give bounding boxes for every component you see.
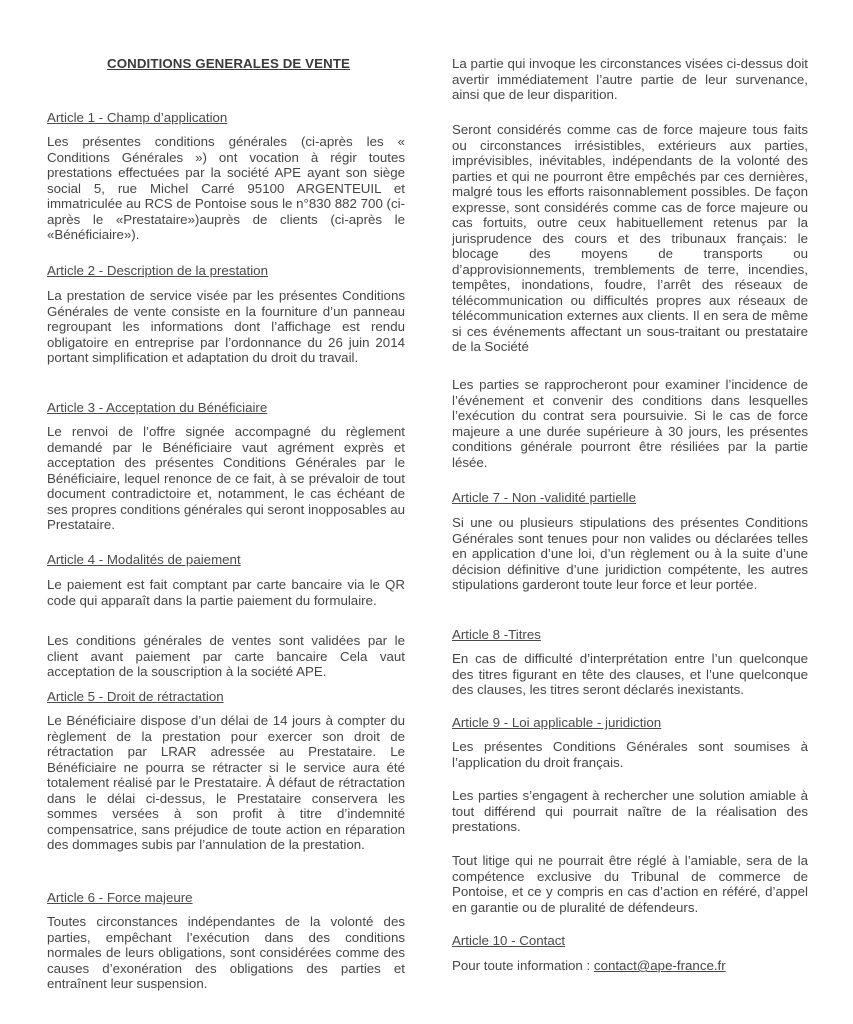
article-8-heading: Article 8 -Titres bbox=[452, 627, 541, 642]
article-2-paragraph: La prestation de service visée par les présentes Conditions Générales de vente consiste en la fourniture d’un panneau regroupant les informations dont l’affichage est rendu obligatoire en entreprise par l’ordonnance du 26 juin 2014 portant simplification et adaptation du droit du travail. bbox=[47, 288, 405, 365]
article-4-heading: Article 4 - Modalités de paiement bbox=[47, 552, 241, 567]
article-3-heading: Article 3 - Acceptation du Bénéficiaire bbox=[47, 400, 268, 415]
article-6-paragraph-4: Les parties se rapprocheront pour examiner l’incidence de l’événement et convenir des conditions dans lesquelles l’exécution du contrat sera poursuivie. Si le cas de force majeure a une durée supérieure à 30 jours, les présentes conditions générale pourront être résiliées par la partie lésée. bbox=[452, 377, 808, 470]
article-9-heading: Article 9 - Loi applicable - juridiction bbox=[452, 715, 662, 730]
article-7-paragraph: Si une ou plusieurs stipulations des présentes Conditions Générales sont tenues pour non valides ou déclarées telles en application d’une loi, d’un règlement ou à la suite d’une décision définitive d’une juridiction compétente, les autres stipulations garderont toute leur force et leur portée. bbox=[452, 515, 808, 592]
article-3-paragraph: Le renvoi de l’offre signée accompagné du règlement demandé par le Bénéficiaire vaut agrément exprès et acceptation des présentes Conditions Générales par le Bénéficiaire, lequel renonce de ce fait, à se prévaloir de tout document contradictoire et, notamment, le cas échéant de ses propres conditions générales qui seront inopposables au Prestataire. bbox=[47, 424, 405, 532]
article-5-paragraph: Le Bénéficiaire dispose d’un délai de 14 jours à compter du règlement de la prestation pour exercer son droit de rétractation par LRAR adressée au Prestataire. Le Bénéficiaire ne pourra se rétracter si le service aura été totalement réalisé par le Prestataire. À défaut de rétractation dans le délai ci-dessus, le Prestataire conservera les sommes versées à son profit à titre d’indemnité compensatrice, sans préjudice de toute action en réparation des dommages subis par l’annulation de la prestation. bbox=[47, 713, 405, 852]
article-4-paragraph-1: Le paiement est fait comptant par carte bancaire via le QR code qui apparaît dans la partie paiement du formulaire. bbox=[47, 577, 405, 608]
article-6-paragraph-2: La partie qui invoque les circonstances visées ci-dessus doit avertir immédiatement l’autre partie de leur survenance, ainsi que de leur disparition. bbox=[452, 56, 808, 102]
contact-prefix: Pour toute information : bbox=[452, 958, 594, 973]
article-2-heading: Article 2 - Description de la prestation bbox=[47, 263, 268, 278]
article-1-paragraph: Les présentes conditions générales (ci-après les « Conditions Générales ») ont vocation à régir toutes prestations effectuées par la société APE ayant son siège social 5, rue Michel Carré 95100 ARGENTEUIL et immatriculée au RCS de Pontoise sous le n°830 882 700 (ci-après le «Prestataire»)auprès de clients (ci-après le «Bénéficiaire»). bbox=[47, 134, 405, 242]
article-9-paragraph-2: Les parties s’engagent à rechercher une solution amiable à tout différend qui pourrait naître de la réalisation des prestations. bbox=[452, 788, 808, 834]
contact-line bbox=[452, 958, 808, 974]
article-8-paragraph: En cas de difficulté d’interprétation entre l’un quelconque des titres figurant en tête des clauses, et l’une quelconque des clauses, les titres seront déclarés inexistants. bbox=[452, 651, 808, 697]
article-6-paragraph-1: Toutes circonstances indépendantes de la volonté des parties, empêchant l’exécution dans des conditions normales de leurs obligations, sont considérées comme des causes d’exonération des obligations des parties et entraînent leur suspension. bbox=[47, 914, 405, 991]
article-9-paragraph-1: Les présentes Conditions Générales sont soumises à l’application du droit français. bbox=[452, 739, 808, 770]
article-6-heading: Article 6 - Force majeure bbox=[47, 890, 193, 905]
article-4-paragraph-2: Les conditions générales de ventes sont validées par le client avant paiement par carte bancaire Cela vaut acceptation de la souscription à la société APE. bbox=[47, 633, 405, 679]
article-9-paragraph-3: Tout litige qui ne pourrait être réglé à l’amiable, sera de la compétence exclusive du Tribunal de commerce de Pontoise, et ce y compris en cas d’action en référé, d’appel en garantie ou de pluralité de défendeurs. bbox=[452, 853, 808, 915]
article-10-heading: Article 10 - Contact bbox=[452, 933, 566, 948]
article-7-heading: Article 7 - Non -validité partielle bbox=[452, 490, 637, 505]
article-1-heading: Article 1 - Champ d’application bbox=[47, 110, 228, 125]
document-title: CONDITIONS GENERALES DE VENTE bbox=[107, 56, 351, 71]
article-6-paragraph-3: Seront considérés comme cas de force majeure tous faits ou circonstances irrésistibles, extérieurs aux parties, imprévisibles, inévitables, indépendants de la volonté des parties et qui ne pourront être empêchés par ces dernières, malgré tous les efforts raisonnablement possibles. De façon expresse, sont considérés comme cas de force majeure ou cas fortuits, outre ceux habituellement retenus par la jurisprudence des cours et des tribunaux français: le blocage des moyens de transports ou d’approvisionnements, tremblements de terre, incendies, tempêtes, inondations, foudre, l’arrêt des réseaux de télécommunication ou difficultés propres aux réseaux de télécommunication externes aux clients. Il en sera de même si ces événements affectant un sous-traitant ou prestataire de la Société bbox=[452, 122, 808, 354]
contact-email-link[interactable]: contact@ape-france.fr bbox=[593, 958, 726, 973]
article-5-heading: Article 5 - Droit de rétractation bbox=[47, 689, 224, 704]
